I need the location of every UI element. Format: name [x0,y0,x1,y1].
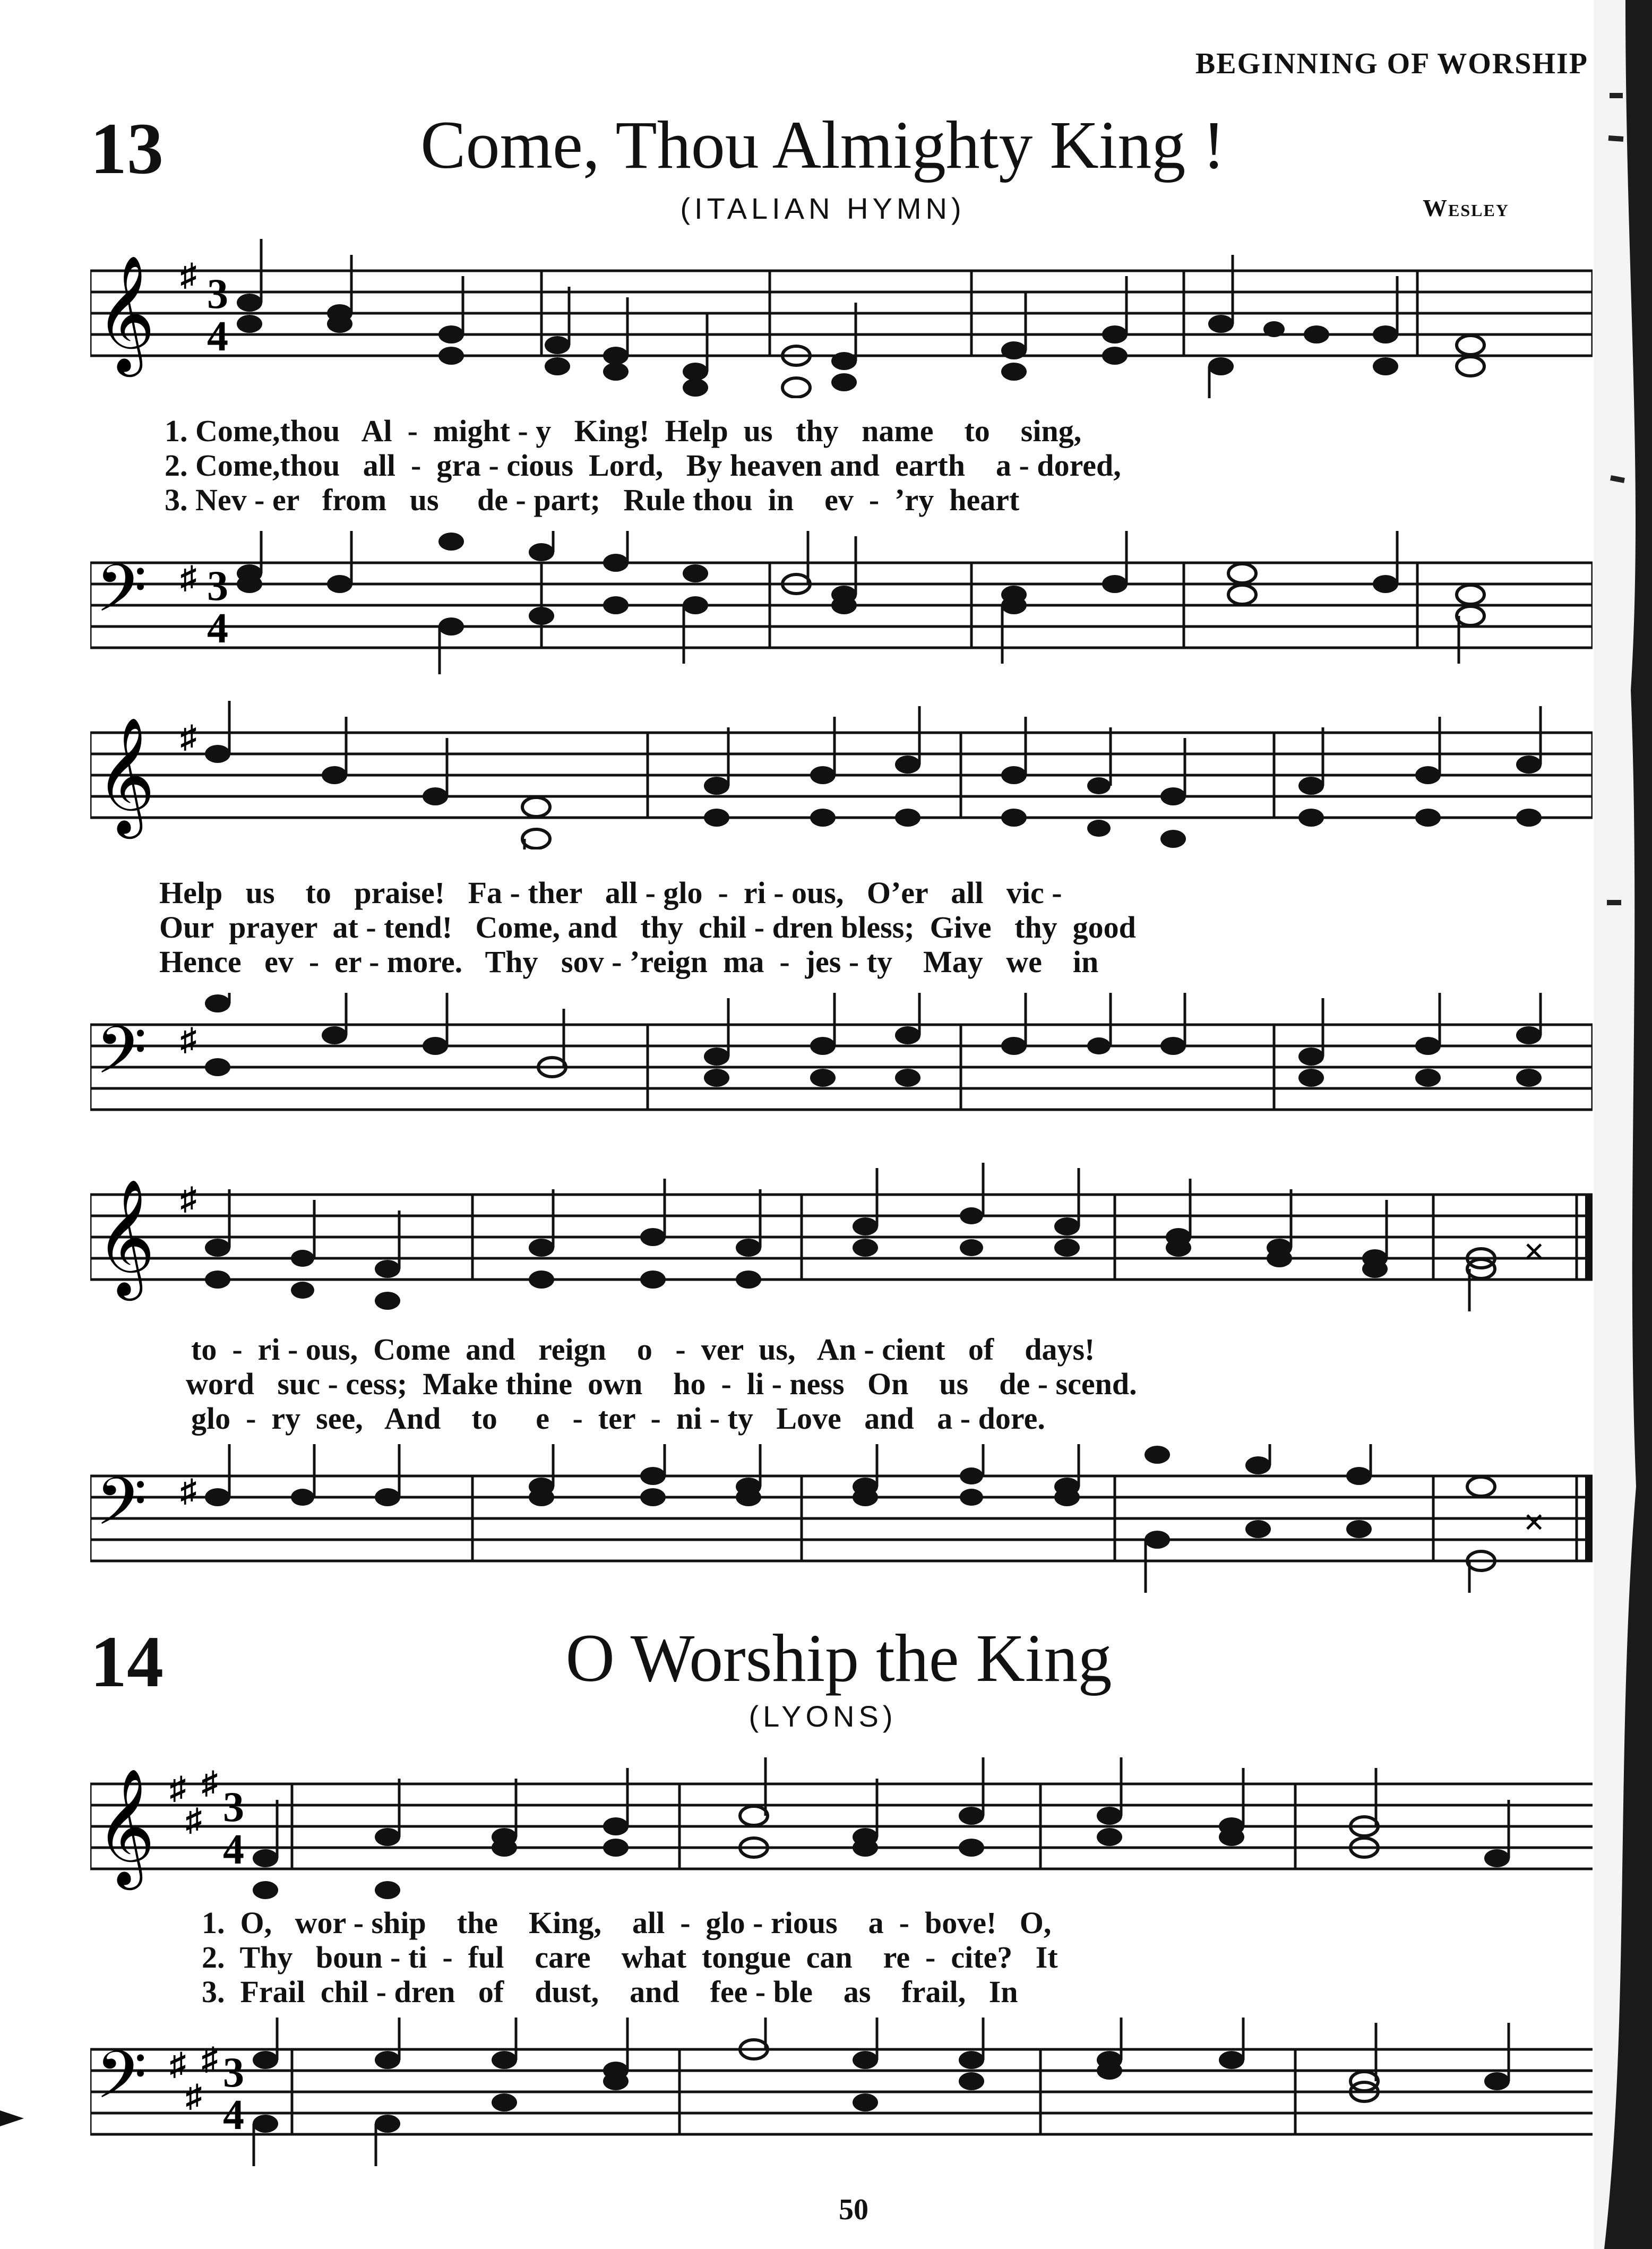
svg-text:3: 3 [207,271,228,317]
hymn-13-system-2-verse-2: Our prayer at - tend! Come, and thy chil - dren bless; Give thy good [159,910,1136,945]
svg-text:4: 4 [207,313,228,360]
svg-text:♯: ♯ [202,2041,218,2076]
svg-text:𝄞: 𝄞 [96,254,156,372]
svg-text:♯: ♯ [180,1181,196,1216]
hymn-13-title: Come, Thou Almighty King ! [420,107,1225,183]
hymn-13-system-1-verse-1: 1. Come,thou Al - might - y King! Help us thy name to sing, [165,414,1082,448]
hymn-13-system-1-bass-staff [90,531,1593,674]
svg-text:3: 3 [223,1784,244,1831]
hymn-13-system-2-verse-1: Help us to praise! Fa - ther all - glo - ri - ous, O’er all vic - [159,875,1062,910]
svg-text:×: × [1524,1502,1545,1543]
svg-text:♯: ♯ [202,1765,218,1800]
hymn-14-system-1-verse-1: 1. O, wor - ship the King, all - glo - rious a - bove! O, [202,1905,1052,1940]
hymn-13-system-3-treble-staff [90,1163,1598,1311]
svg-text:♯: ♯ [180,1473,196,1508]
svg-text:4: 4 [223,2092,244,2139]
svg-text:♯: ♯ [180,1022,196,1057]
section-header: BEGINNING OF WORSHIP [1195,47,1588,80]
hymn-14-title: O Worship the King [565,1620,1112,1696]
svg-text:♯: ♯ [186,1802,202,1838]
hymn-13-tune: (ITALIAN HYMN) [680,192,966,225]
svg-text:𝄞: 𝄞 [96,1178,156,1295]
svg-text:4: 4 [207,605,228,652]
hymn-13-system-3-verse-1: to - ri - ous, Come and reign o - ver us, An - cient of days! [191,1332,1095,1367]
hymn-13-system-1-verse-2: 2. Come,thou all - gra - cious Lord, By heaven and earth a - dored, [165,448,1121,483]
hymn-14-system-1-verse-3: 3. Frail chil - dren of dust, and fee - ble as frail, In [202,1975,1018,2009]
svg-text:♯: ♯ [170,1771,186,1806]
svg-text:×: × [1524,1231,1545,1272]
hymn-13-system-3-verse-2: word suc - cess; Make thine own ho - li - ness On us de - scend. [186,1367,1137,1401]
svg-text:♯: ♯ [180,560,196,595]
svg-text:3: 3 [207,563,228,610]
hymn-14-tune: (LYONS) [748,1699,897,1733]
svg-text:𝄢: 𝄢 [96,551,147,643]
svg-text:𝄢: 𝄢 [96,2037,147,2130]
hymn-13-system-3-verse-3: glo - ry see, And to e - ter - ni - ty Love and a - dore. [191,1401,1045,1436]
svg-text:♯: ♯ [180,257,196,293]
hymn-14-number: 14 [90,1621,164,1702]
hymn-13-number: 13 [90,108,164,189]
triangle-marker-icon [0,2108,27,2129]
hymn-14-system-1-treble-staff [90,1752,1593,1901]
svg-text:♯: ♯ [180,719,196,754]
svg-text:♯: ♯ [186,2079,202,2114]
hymn-13-system-1-verse-3: 3. Nev - er from us de - part; Rule thou in ev - ’ry heart [165,483,1020,517]
svg-text:𝄢: 𝄢 [96,1012,147,1105]
page-number: 50 [839,2193,868,2226]
page-binding-shadow [1594,0,1652,2249]
hymn-13-author: Wesley [1423,194,1509,221]
hymn-13-system-2-bass-staff [90,993,1593,1131]
hymn-13-system-1-treble-staff [90,239,1593,398]
svg-text:3: 3 [223,2049,244,2096]
svg-text:𝄞: 𝄞 [96,716,156,834]
svg-text:𝄞: 𝄞 [96,1767,156,1885]
svg-text:4: 4 [223,1826,244,1873]
svg-text:𝄢: 𝄢 [96,1464,147,1556]
hymn-14-system-1-bass-staff [90,2018,1593,2166]
svg-text:♯: ♯ [170,2047,186,2082]
hymn-14-system-1-verse-2: 2. Thy boun - ti - ful care what tongue can re - cite? It [202,1940,1058,1975]
hymn-13-system-3-bass-staff [90,1444,1598,1593]
hymn-13-system-2-treble-staff [90,701,1593,849]
hymn-13-system-2-verse-3: Hence ev - er - more. Thy sov - ’reign ma - jes - ty May we in [159,945,1099,979]
